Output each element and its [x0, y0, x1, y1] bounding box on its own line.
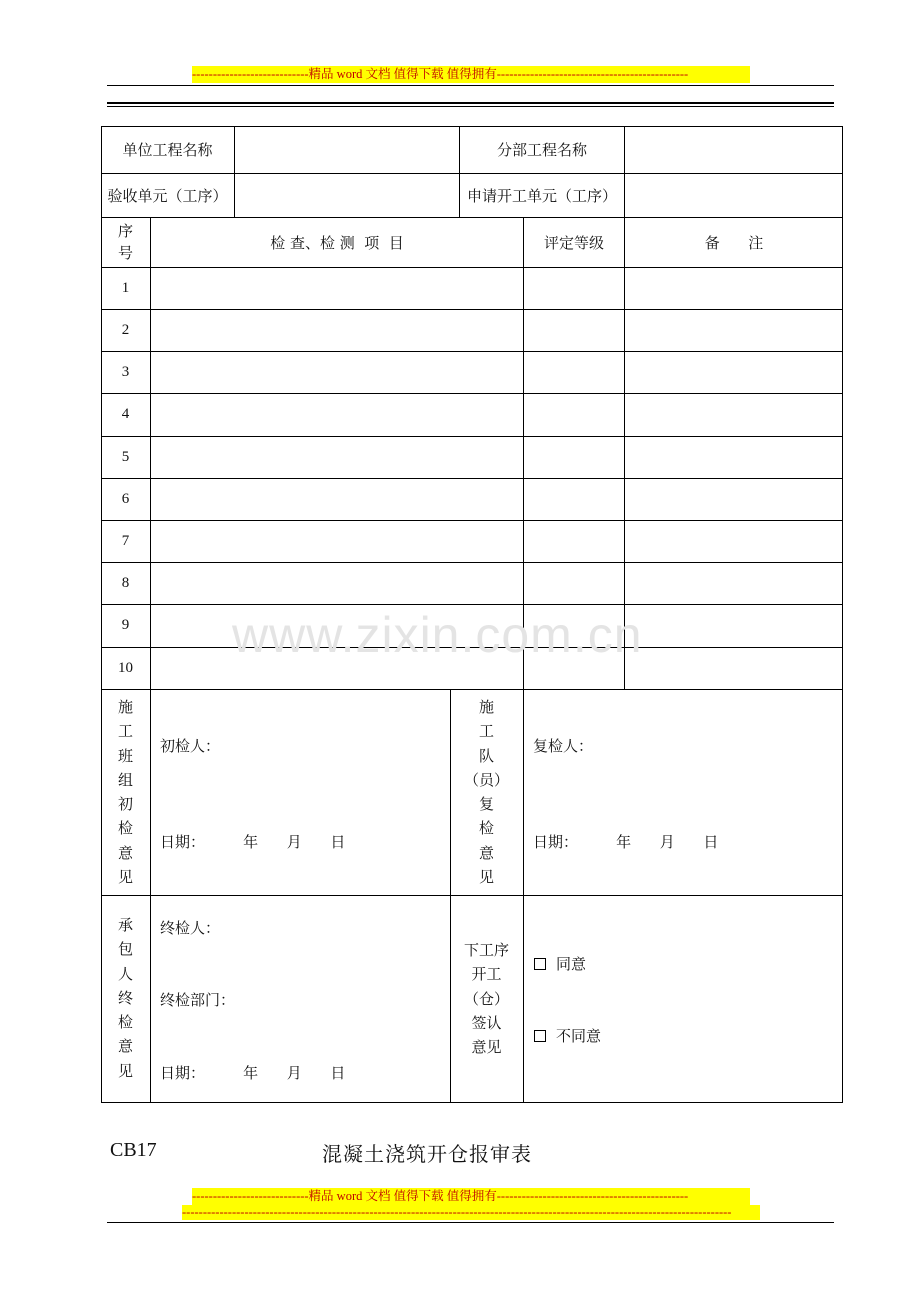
col-remark-header: 备 注 [704, 233, 764, 252]
col-item-header: 检 查、检 测 项 目 [270, 233, 404, 252]
top-double-rule-1 [107, 102, 834, 104]
top-banner: ----------------------------精品 word 文档 值得下载 值得拥有---------------------------------------------- [192, 66, 750, 83]
top-rule [107, 85, 834, 86]
sub-project-label: 分部工程名称 [496, 141, 587, 159]
agree-checkbox[interactable] [534, 958, 546, 970]
form-code: CB17 [110, 1139, 157, 1161]
table-row-no: 1 [121, 279, 130, 296]
table-row-no: 8 [121, 574, 130, 591]
team-inspection-label: 施 工 班 组 初 检 意 见 [117, 698, 133, 887]
contractor-inspection-label: 承 包 人 终 检 意 见 [117, 916, 133, 1080]
bottom-banner-1: ----------------------------精品 word 文档 值得下载 值得拥有---------------------------------------------- [192, 1188, 750, 1205]
top-double-rule-2 [107, 106, 834, 107]
bottom-banner-2: ------------------------------------------------------------------------------------------------------------------------------------ [182, 1205, 760, 1220]
next-process-label: 下工序 开工 （仓） 签认 意见 [463, 941, 509, 1057]
disagree-option[interactable]: 不同意 [534, 1025, 734, 1046]
team-inspector-field[interactable]: 初检人： [160, 737, 221, 755]
col-seq-header: 序 号 [117, 222, 133, 262]
table-row-no: 4 [121, 406, 130, 422]
bottom-rule [107, 1222, 834, 1223]
contractor-inspector-field[interactable]: 终检人： [160, 919, 221, 937]
table-row-no: 2 [121, 321, 130, 338]
contractor-date-field[interactable]: 日期： 年 月 日 [160, 1064, 346, 1082]
crew-inspector-field[interactable]: 复检人： [533, 737, 594, 755]
unit-project-value[interactable] [235, 126, 459, 173]
team-date-field[interactable]: 日期： 年 月 日 [160, 833, 346, 851]
contractor-department-field[interactable]: 终检部门： [160, 991, 236, 1009]
table-row-no: 3 [121, 363, 130, 380]
zixin-watermark: www.zixin.com.cn [232, 607, 643, 663]
disagree-checkbox[interactable] [534, 1030, 546, 1042]
apply-unit-label: 申请开工单元（工序） [466, 186, 617, 205]
col-grade-header: 评定等级 [543, 233, 604, 252]
table-row-no: 7 [121, 532, 130, 549]
table-row-no: 9 [121, 617, 130, 633]
table-row-no: 6 [121, 490, 130, 507]
acceptance-unit-label: 验收单元（工序） [107, 186, 228, 205]
agree-option[interactable]: 同意 [534, 953, 734, 974]
acceptance-unit-value[interactable] [235, 173, 459, 217]
table-row-no: 5 [121, 448, 130, 465]
crew-inspection-label: 施 工 队 （员） 复 检 意 见 [463, 698, 509, 887]
form-title: 混凝土浇筑开仓报审表 [322, 1142, 532, 1166]
table-row-no: 10 [118, 659, 133, 676]
unit-project-label: 单位工程名称 [122, 141, 213, 159]
sub-project-value[interactable] [625, 126, 843, 173]
crew-date-field[interactable]: 日期： 年 月 日 [533, 833, 719, 851]
apply-unit-value[interactable] [625, 173, 843, 217]
